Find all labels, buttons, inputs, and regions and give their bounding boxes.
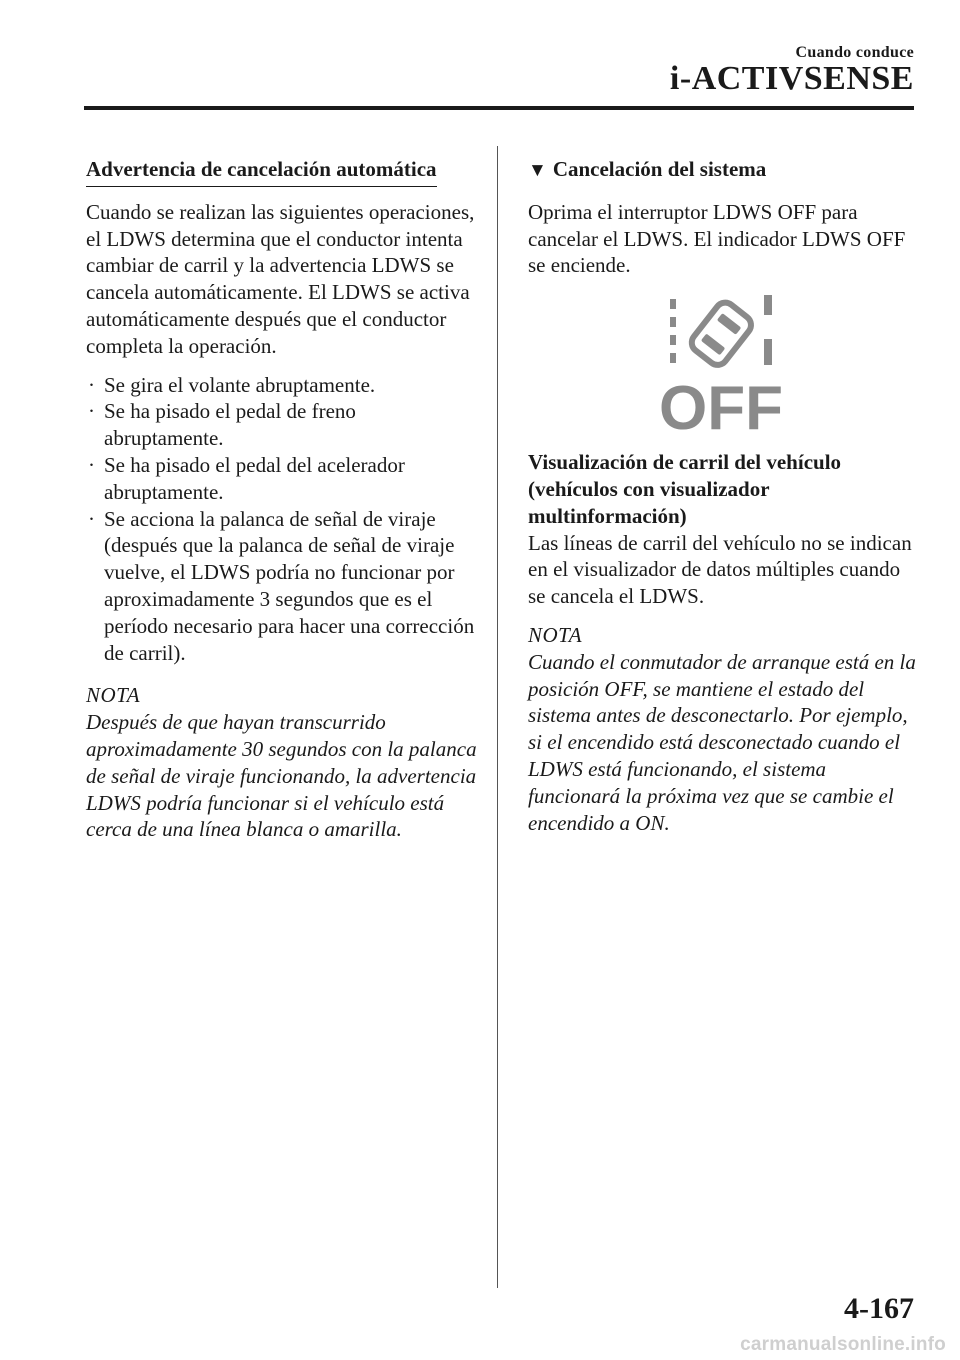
watermark-logo: carmanualsonline.info	[740, 1334, 946, 1355]
system-cancel-heading-text: Cancelación del sistema	[552, 157, 767, 181]
bullet-icon: ·	[88, 452, 95, 477]
left-column	[86, 156, 478, 843]
list-item	[86, 452, 478, 506]
note-text: Después de que hayan transcurrido aproximadamente 30 segundos con la palanca de señal de viraje funcionando, la advertencia LDWS podría funcionar si el vehículo está cerca de una línea blanca o amarilla.	[86, 710, 477, 842]
operation-list	[86, 372, 478, 667]
section-title: Cuando conduce	[795, 44, 914, 61]
page-number: 4-167	[844, 1292, 914, 1325]
list-item	[86, 506, 478, 667]
list-item-text: Se ha pisado el pedal del acelerador abruptamente.	[104, 452, 405, 504]
triangle-marker-icon: ▼	[528, 160, 547, 181]
column-divider	[497, 146, 498, 1288]
header-rule	[84, 106, 914, 110]
bullet-icon: ·	[88, 372, 95, 397]
indicator-off-label: OFF	[659, 374, 783, 438]
list-item-text: Se ha pisado el pedal de freno abruptamente.	[104, 399, 356, 451]
bullet-icon: ·	[88, 399, 95, 424]
system-cancel-intro: Oprima el interruptor LDWS OFF para cancelar el LDWS. El indicador LDWS OFF se enciende.	[528, 199, 906, 278]
lane-display-subheading: Visualización de carril del vehículo (vehículos con visualizador multinformación)	[528, 450, 842, 528]
list-item	[86, 372, 478, 399]
note-text: Cuando el conmutador de arranque está en la posición OFF, se mantiene el estado del sistema antes de desconectarlo. Por ejemplo, si el encendido está desconectado cuando el LDWS está funcionando, el sistema funcionará la próxima vez que se cambie el encendido a ON.	[528, 649, 916, 835]
list-item-text: Se gira el volante abruptamente.	[104, 372, 376, 397]
right-column	[528, 156, 918, 836]
bullet-icon: ·	[88, 506, 95, 531]
lane-display-text: Las líneas de carril del vehículo no se indican en el visualizador de datos múltiples cuando se cancela el LDWS.	[528, 530, 912, 609]
ldws-off-indicator-icon	[656, 291, 786, 437]
list-item-text: Se acciona la palanca de señal de viraje (después que la palanca de señal de viraje vuelve, el LDWS podría no funcionar por aproximadamente 3 segundos que es el período necesario para hacer una corrección de carril).	[104, 506, 475, 665]
auto-cancel-heading: Advertencia de cancelación automática	[86, 156, 437, 187]
auto-cancel-intro: Cuando se realizan las siguientes operaciones, el LDWS determina que el conductor intenta cambiar de carril y la advertencia LDWS se cancela automáticamente. El LDWS se activa automáticamente después que el conductor completa la operación.	[86, 199, 475, 358]
system-cancel-heading	[528, 156, 918, 185]
list-item	[86, 398, 478, 452]
chapter-title: i-ACTIVSENSE	[669, 60, 914, 97]
note-label: NOTA	[528, 622, 583, 647]
note-label: NOTA	[86, 683, 141, 708]
